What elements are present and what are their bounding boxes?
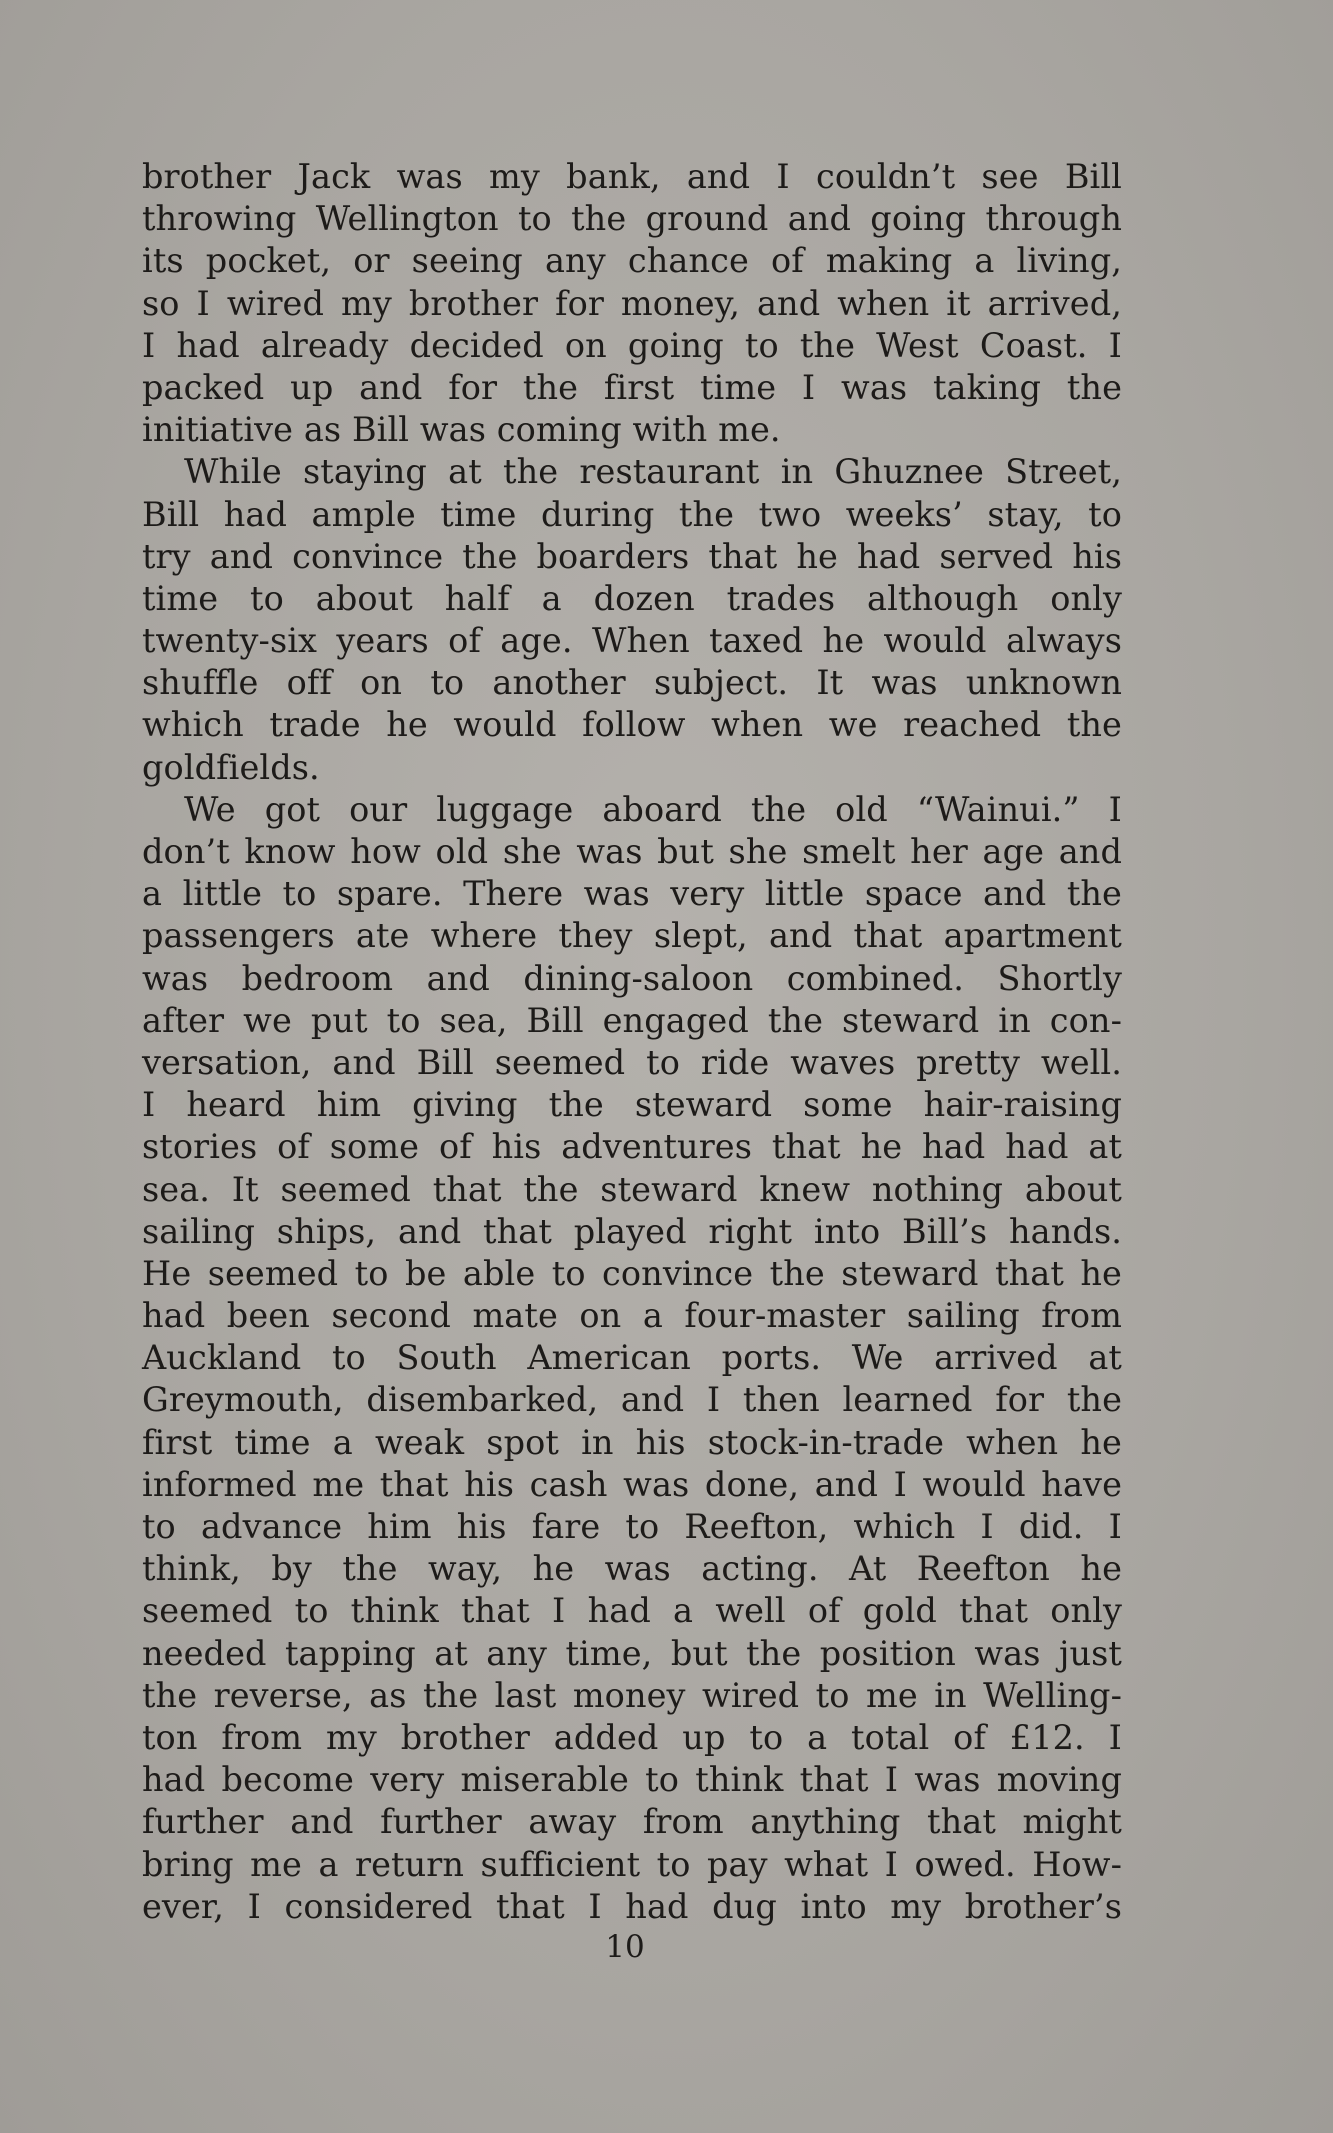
text-line: We got our luggage aboard the old “Wainui.” I: [184, 789, 1122, 829]
text-line: throwing Wellington to the ground and going through: [142, 199, 1122, 239]
text-line: brother Jack was my bank, and I couldn’t see Bill: [142, 157, 1122, 196]
text-line: time to about half a dozen trades although only: [142, 578, 1122, 618]
text-line: its pocket, or seeing any chance of making a living,: [142, 241, 1122, 281]
text-line: don’t know how old she was but she smelt her age and: [142, 832, 1122, 871]
text-line: goldfields.: [142, 747, 320, 787]
text-line: I heard him giving the steward some hair-raising: [142, 1085, 1122, 1125]
text-line: needed tapping at any time, but the position was just: [142, 1633, 1122, 1673]
text-line: passengers ate where they slept, and that apartment: [142, 916, 1122, 956]
text-line: twenty-six years of age. When taxed he would always: [142, 621, 1122, 661]
text-line: was bedroom and dining-saloon combined. Shortly: [142, 958, 1122, 998]
text-line: ton from my brother added up to a total of £12. I: [142, 1717, 1122, 1757]
text-line: I had already decided on going to the West Coast. I: [142, 325, 1122, 365]
text-line: versation, and Bill seemed to ride waves pretty well.: [142, 1042, 1122, 1082]
text-line: had become very miserable to think that I was moving: [142, 1760, 1122, 1800]
text-line: Greymouth, disembarked, and I then learned for the: [142, 1380, 1122, 1420]
text-line: packed up and for the first time I was taking the: [142, 367, 1122, 407]
text-line: so I wired my brother for money, and when it arrived,: [142, 283, 1122, 323]
text-line: ever, I considered that I had dug into my brother’s: [142, 1886, 1122, 1926]
text-line: seemed to think that I had a well of gold that only: [142, 1591, 1122, 1631]
text-line: Auckland to South American ports. We arrived at: [142, 1338, 1122, 1378]
page-number: 10: [605, 1929, 645, 1965]
text-line: bring me a return sufficient to pay what I owed. How-: [142, 1844, 1122, 1884]
text-line: sailing ships, and that played right into Bill’s hands.: [142, 1211, 1122, 1251]
text-line: a little to spare. There was very little space and the: [142, 874, 1122, 914]
text-line: informed me that his cash was done, and I would have: [142, 1464, 1122, 1504]
text-line: which trade he would follow when we reached the: [142, 705, 1122, 745]
text-line: He seemed to be able to convince the steward that he: [142, 1253, 1122, 1293]
text-line: think, by the way, he was acting. At Reefton he: [142, 1549, 1122, 1589]
text-line: While staying at the restaurant in Ghuznee Street,: [184, 452, 1122, 492]
text-line: Bill had ample time during the two weeks’ stay, to: [142, 494, 1122, 534]
text-line: initiative as Bill was coming with me.: [142, 410, 781, 450]
text-line: try and convince the boarders that he had served his: [142, 536, 1122, 576]
text-line: to advance him his fare to Reefton, which I did. I: [142, 1507, 1122, 1546]
text-line: shuffle off on to another subject. It was unknown: [142, 663, 1122, 703]
text-line: stories of some of his adventures that he had had at: [142, 1127, 1122, 1167]
body-text: [142, 156, 1122, 1928]
text-line: first time a weak spot in his stock-in-trade when he: [142, 1422, 1122, 1462]
text-line: had been second mate on a four-master sailing from: [142, 1296, 1122, 1336]
text-line: after we put to sea, Bill engaged the steward in con-: [142, 1000, 1122, 1040]
text-line: further and further away from anything that might: [142, 1802, 1122, 1842]
text-line: the reverse, as the last money wired to me in Welling-: [142, 1675, 1122, 1715]
text-line: sea. It seemed that the steward knew nothing about: [142, 1169, 1122, 1209]
